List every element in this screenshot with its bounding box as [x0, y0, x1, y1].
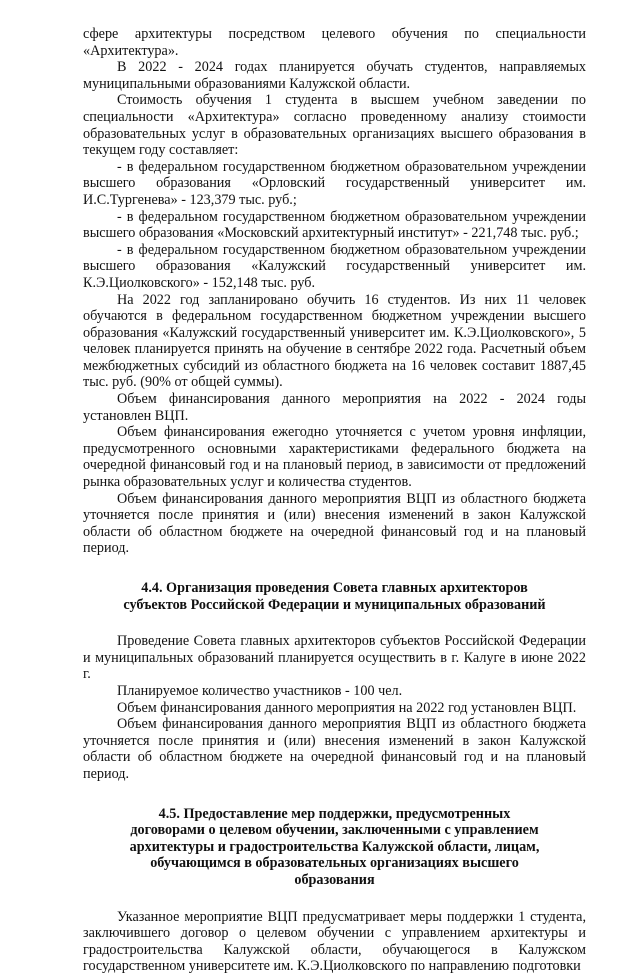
section-4-4-heading — [83, 580, 586, 613]
section-4-5-title-line: договорами о целевом обучении, заключенными с управлением — [130, 822, 539, 839]
document-page — [83, 26, 586, 975]
list-item-orel-university: - в федеральном государственном бюджетном образовательном учреждении высшего образования «Орловский государственный университет им. И.С.Тургенева» - 123,379 тыс. руб.; — [83, 158, 586, 208]
paragraph-council-date: Проведение Совета главных архитекторов субъектов Российской Федерации и муниципальных образований планируется осуществить в г. Калуге в июне 2022 г. — [83, 633, 586, 683]
paragraph-funding-vcp: Объем финансирования данного мероприятия на 2022 - 2024 годы установлен ВЦП. — [83, 391, 586, 424]
paragraph-support-measures: Указанное мероприятие ВЦП предусматривает меры поддержки 1 студента, заключившего договор о целевом обучении с управлением архитектуры и градостроительства Калужской области, обучающегося в Калужском государственном университете им. К.Э.Циолковского по направлению подготовки — [83, 908, 586, 975]
paragraph-cost-intro: Стоимость обучения 1 студента в высшем учебном заведении по специальности «Архитектура» согласно проведенному анализу стоимости образовательных услуг в образовательных организациях высшего образования в текущем году составляет: — [83, 92, 586, 159]
paragraph-council-funding: Объем финансирования данного мероприятия на 2022 год установлен ВЦП. — [117, 699, 577, 716]
paragraph-council-funding-regional: Объем финансирования данного мероприятия ВЦП из областного бюджета уточняется после принятия и (или) внесения изменений в закон Калужской области об областном бюджете на очередной финансовый год и на плановый период. — [83, 716, 586, 782]
paragraph-planning: В 2022 - 2024 годах планируется обучать студентов, направляемых муниципальными образованиями Калужской области. — [83, 59, 586, 92]
section-4-5-title-line: обучающимся в образовательных организациях высшего — [150, 855, 519, 872]
list-item-kaluga-university: - в федеральном государственном бюджетном образовательном учреждении высшего образования «Калужский государственный университет им. К.Э.Циолковского» - 152,148 тыс. руб. — [83, 241, 586, 291]
section-4-5-heading — [83, 806, 586, 889]
section-4-5-title-line: архитектуры и градостроительства Калужской области, лицам, — [129, 838, 540, 855]
section-4-5-title-line: образования — [294, 871, 375, 888]
paragraph-students-2022: На 2022 год запланировано обучить 16 студентов. Из них 11 человек обучаются в федеральном государственном бюджетном учреждении высшего образования «Калужский государственный университет им. К.Э.Циолковского», 5 человек планируется принять на обучение в сентябре 2022 года. Расчетный объем межбюджетных субсидий из областного бюджета на 16 человек составит 1887,45 тыс. руб. (90% от общей суммы). — [83, 291, 586, 391]
section-4-4-title-line: 4.4. Организация проведения Совета главных архитекторов — [141, 580, 528, 596]
paragraph-participants: Планируемое количество участников - 100 чел. — [117, 682, 403, 699]
list-item-moscow-institute: - в федеральном государственном бюджетном образовательном учреждении высшего образования «Московский архитектурный институт» - 221,748 тыс. руб.; — [83, 208, 586, 242]
section-4-5-title-line: 4.5. Предоставление мер поддержки, предусмотренных — [158, 805, 511, 822]
paragraph-funding-regional: Объем финансирования данного мероприятия ВЦП из областного бюджета уточняется после принятия и (или) внесения изменений в закон Калужской области об областном бюджете на очередной финансовый год и на плановый период. — [83, 490, 586, 557]
section-4-4-title-line: субъектов Российской Федерации и муниципальных образований — [123, 596, 546, 613]
paragraph-funding-inflation: Объем финансирования ежегодно уточняется с учетом уровня инфляции, предусмотренного основными характеристиками федерального бюджета на очередной финансовый год и на плановый период, в зависимости от предложений рынка образовательных услуг и количества студентов. — [83, 424, 586, 491]
paragraph-continuation: сфере архитектуры посредством целевого обучения по специальности «Архитектура». — [83, 26, 586, 59]
